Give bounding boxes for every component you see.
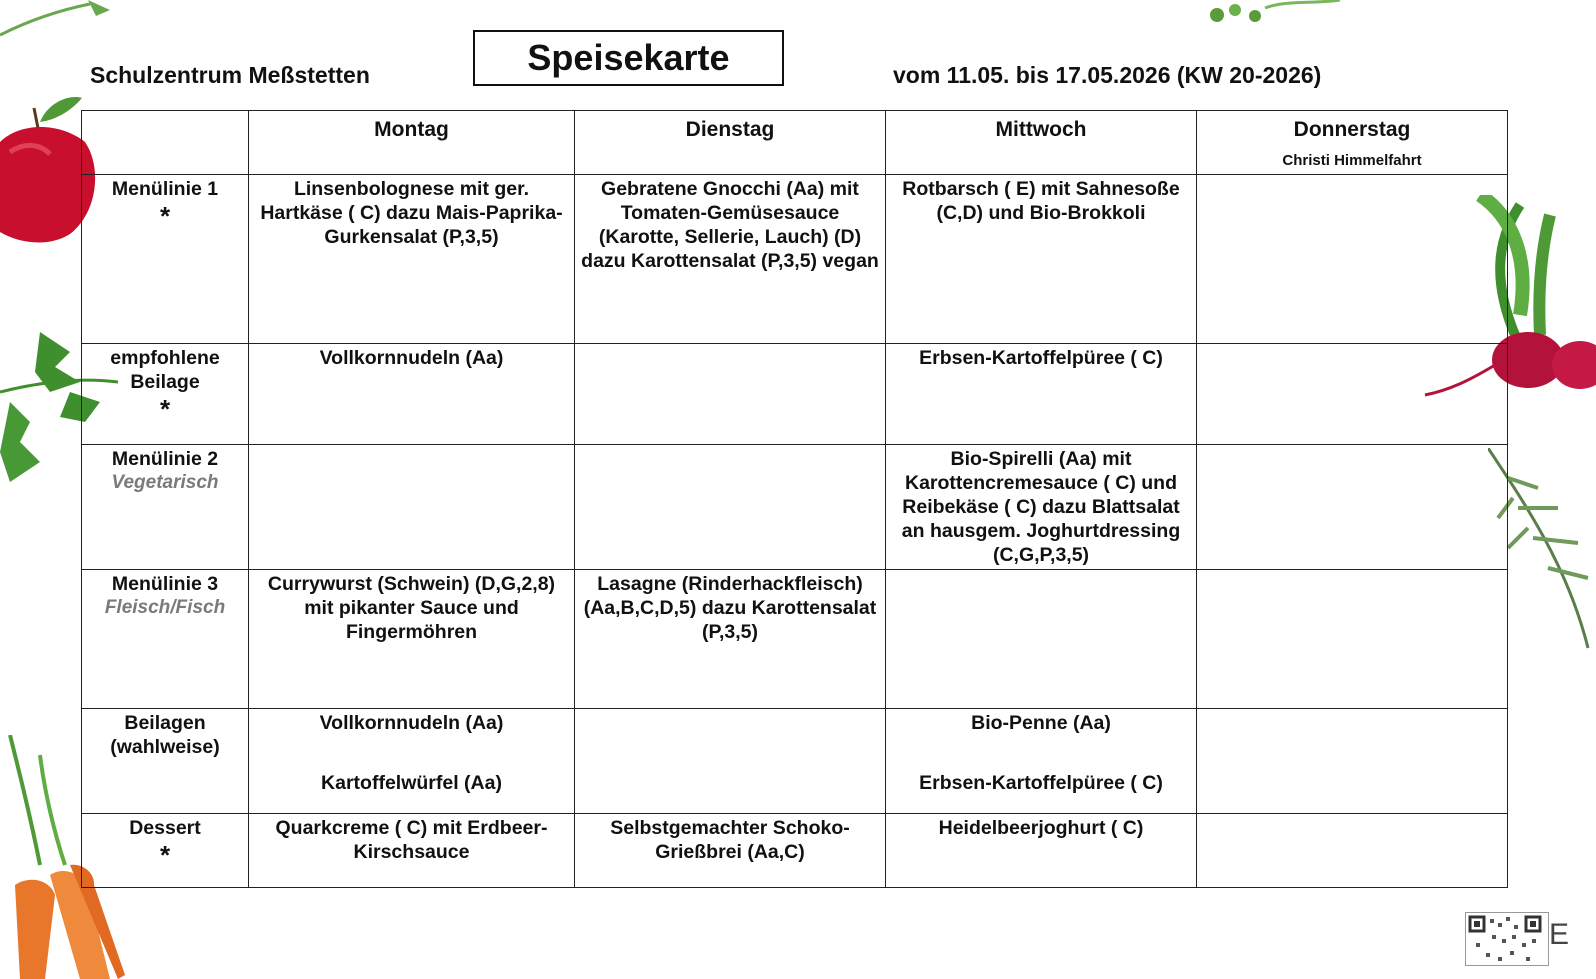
dessert-cell: Quarkcreme ( C) mit Erdbeer-Kirschsauce bbox=[249, 814, 575, 888]
row-label-dessert: Dessert * bbox=[82, 814, 249, 888]
meal-cell bbox=[575, 344, 886, 445]
page-title: Speisekarte bbox=[473, 30, 784, 86]
peas-top-right-illustration bbox=[1205, 0, 1345, 26]
table-row bbox=[82, 445, 1508, 570]
day-header-tuesday: Dienstag bbox=[575, 111, 886, 175]
day-header-monday: Montag bbox=[249, 111, 575, 175]
table-row bbox=[82, 570, 1508, 709]
meal-cell: Linsenbolognese mit ger. Hartkäse ( C) dazu Mais-Paprika-Gurkensalat (P,3,5) bbox=[249, 175, 575, 344]
row-label-menulinie-1: Menülinie 1 * bbox=[82, 175, 249, 344]
meal-cell: Lasagne (Rinderhackfleisch) (Aa,B,C,D,5) dazu Karottensalat (P,3,5) bbox=[575, 570, 886, 709]
day-header-row bbox=[82, 111, 1508, 175]
meal-cell: Gebratene Gnocchi (Aa) mit Tomaten-Gemüsesauce (Karotte, Sellerie, Lauch) (D) dazu Karottensalat (P,3,5) vegan bbox=[575, 175, 886, 344]
table-row bbox=[82, 709, 1508, 814]
qr-code bbox=[1465, 912, 1549, 966]
meal-cell bbox=[249, 445, 575, 570]
meal-cell bbox=[1197, 344, 1508, 445]
dessert-cell: Selbstgemachter Schoko-Grießbrei (Aa,C) bbox=[575, 814, 886, 888]
meal-cell: Bio-Spirelli (Aa) mit Karottencremesauce ( C) und Reibekäse ( C) dazu Blattsalat an hausgem. Joghurtdressing (C,G,P,3,5) bbox=[886, 445, 1197, 570]
meal-cell bbox=[886, 570, 1197, 709]
table-row bbox=[82, 344, 1508, 445]
day-header-wednesday: Mittwoch bbox=[886, 111, 1197, 175]
dessert-cell bbox=[1197, 814, 1508, 888]
meal-cell bbox=[575, 445, 886, 570]
herb-top-left-illustration bbox=[0, 0, 150, 40]
day-header-thursday: Donnerstag Christi Himmelfahrt bbox=[1197, 111, 1508, 175]
meal-cell bbox=[1197, 445, 1508, 570]
meal-cell bbox=[1197, 175, 1508, 344]
menu-table bbox=[81, 110, 1508, 888]
table-row bbox=[82, 814, 1508, 888]
row-label-beilagen: Beilagen (wahlweise) bbox=[82, 709, 249, 814]
row-label-menulinie-3: Menülinie 3 Fleisch/Fisch bbox=[82, 570, 249, 709]
qr-label-text: E bbox=[1549, 918, 1570, 951]
side-cell: Bio-Penne (Aa) Erbsen-Kartoffelpüree ( C) bbox=[886, 709, 1197, 814]
meal-cell: Erbsen-Kartoffelpüree ( C) bbox=[886, 344, 1197, 445]
corner-cell bbox=[82, 111, 249, 175]
school-name: Schulzentrum Meßstetten bbox=[90, 62, 370, 88]
meal-cell: Currywurst (Schwein) (D,G,2,8) mit pikanter Sauce und Fingermöhren bbox=[249, 570, 575, 709]
holiday-note: Christi Himmelfahrt bbox=[1282, 152, 1422, 169]
meal-cell bbox=[1197, 570, 1508, 709]
side-cell: Vollkornnudeln (Aa) Kartoffelwürfel (Aa) bbox=[249, 709, 575, 814]
table-row bbox=[82, 175, 1508, 344]
meal-cell: Vollkornnudeln (Aa) bbox=[249, 344, 575, 445]
dessert-cell: Heidelbeerjoghurt ( C) bbox=[886, 814, 1197, 888]
date-range: vom 11.05. bis 17.05.2026 (KW 20-2026) bbox=[893, 62, 1322, 88]
row-label-empfohlene-beilage: empfohlene Beilage * bbox=[82, 344, 249, 445]
side-cell bbox=[575, 709, 886, 814]
side-cell bbox=[1197, 709, 1508, 814]
row-label-menulinie-2: Menülinie 2 Vegetarisch bbox=[82, 445, 249, 570]
meal-cell: Rotbarsch ( E) mit Sahnesoße (C,D) und Bio-Brokkoli bbox=[886, 175, 1197, 344]
